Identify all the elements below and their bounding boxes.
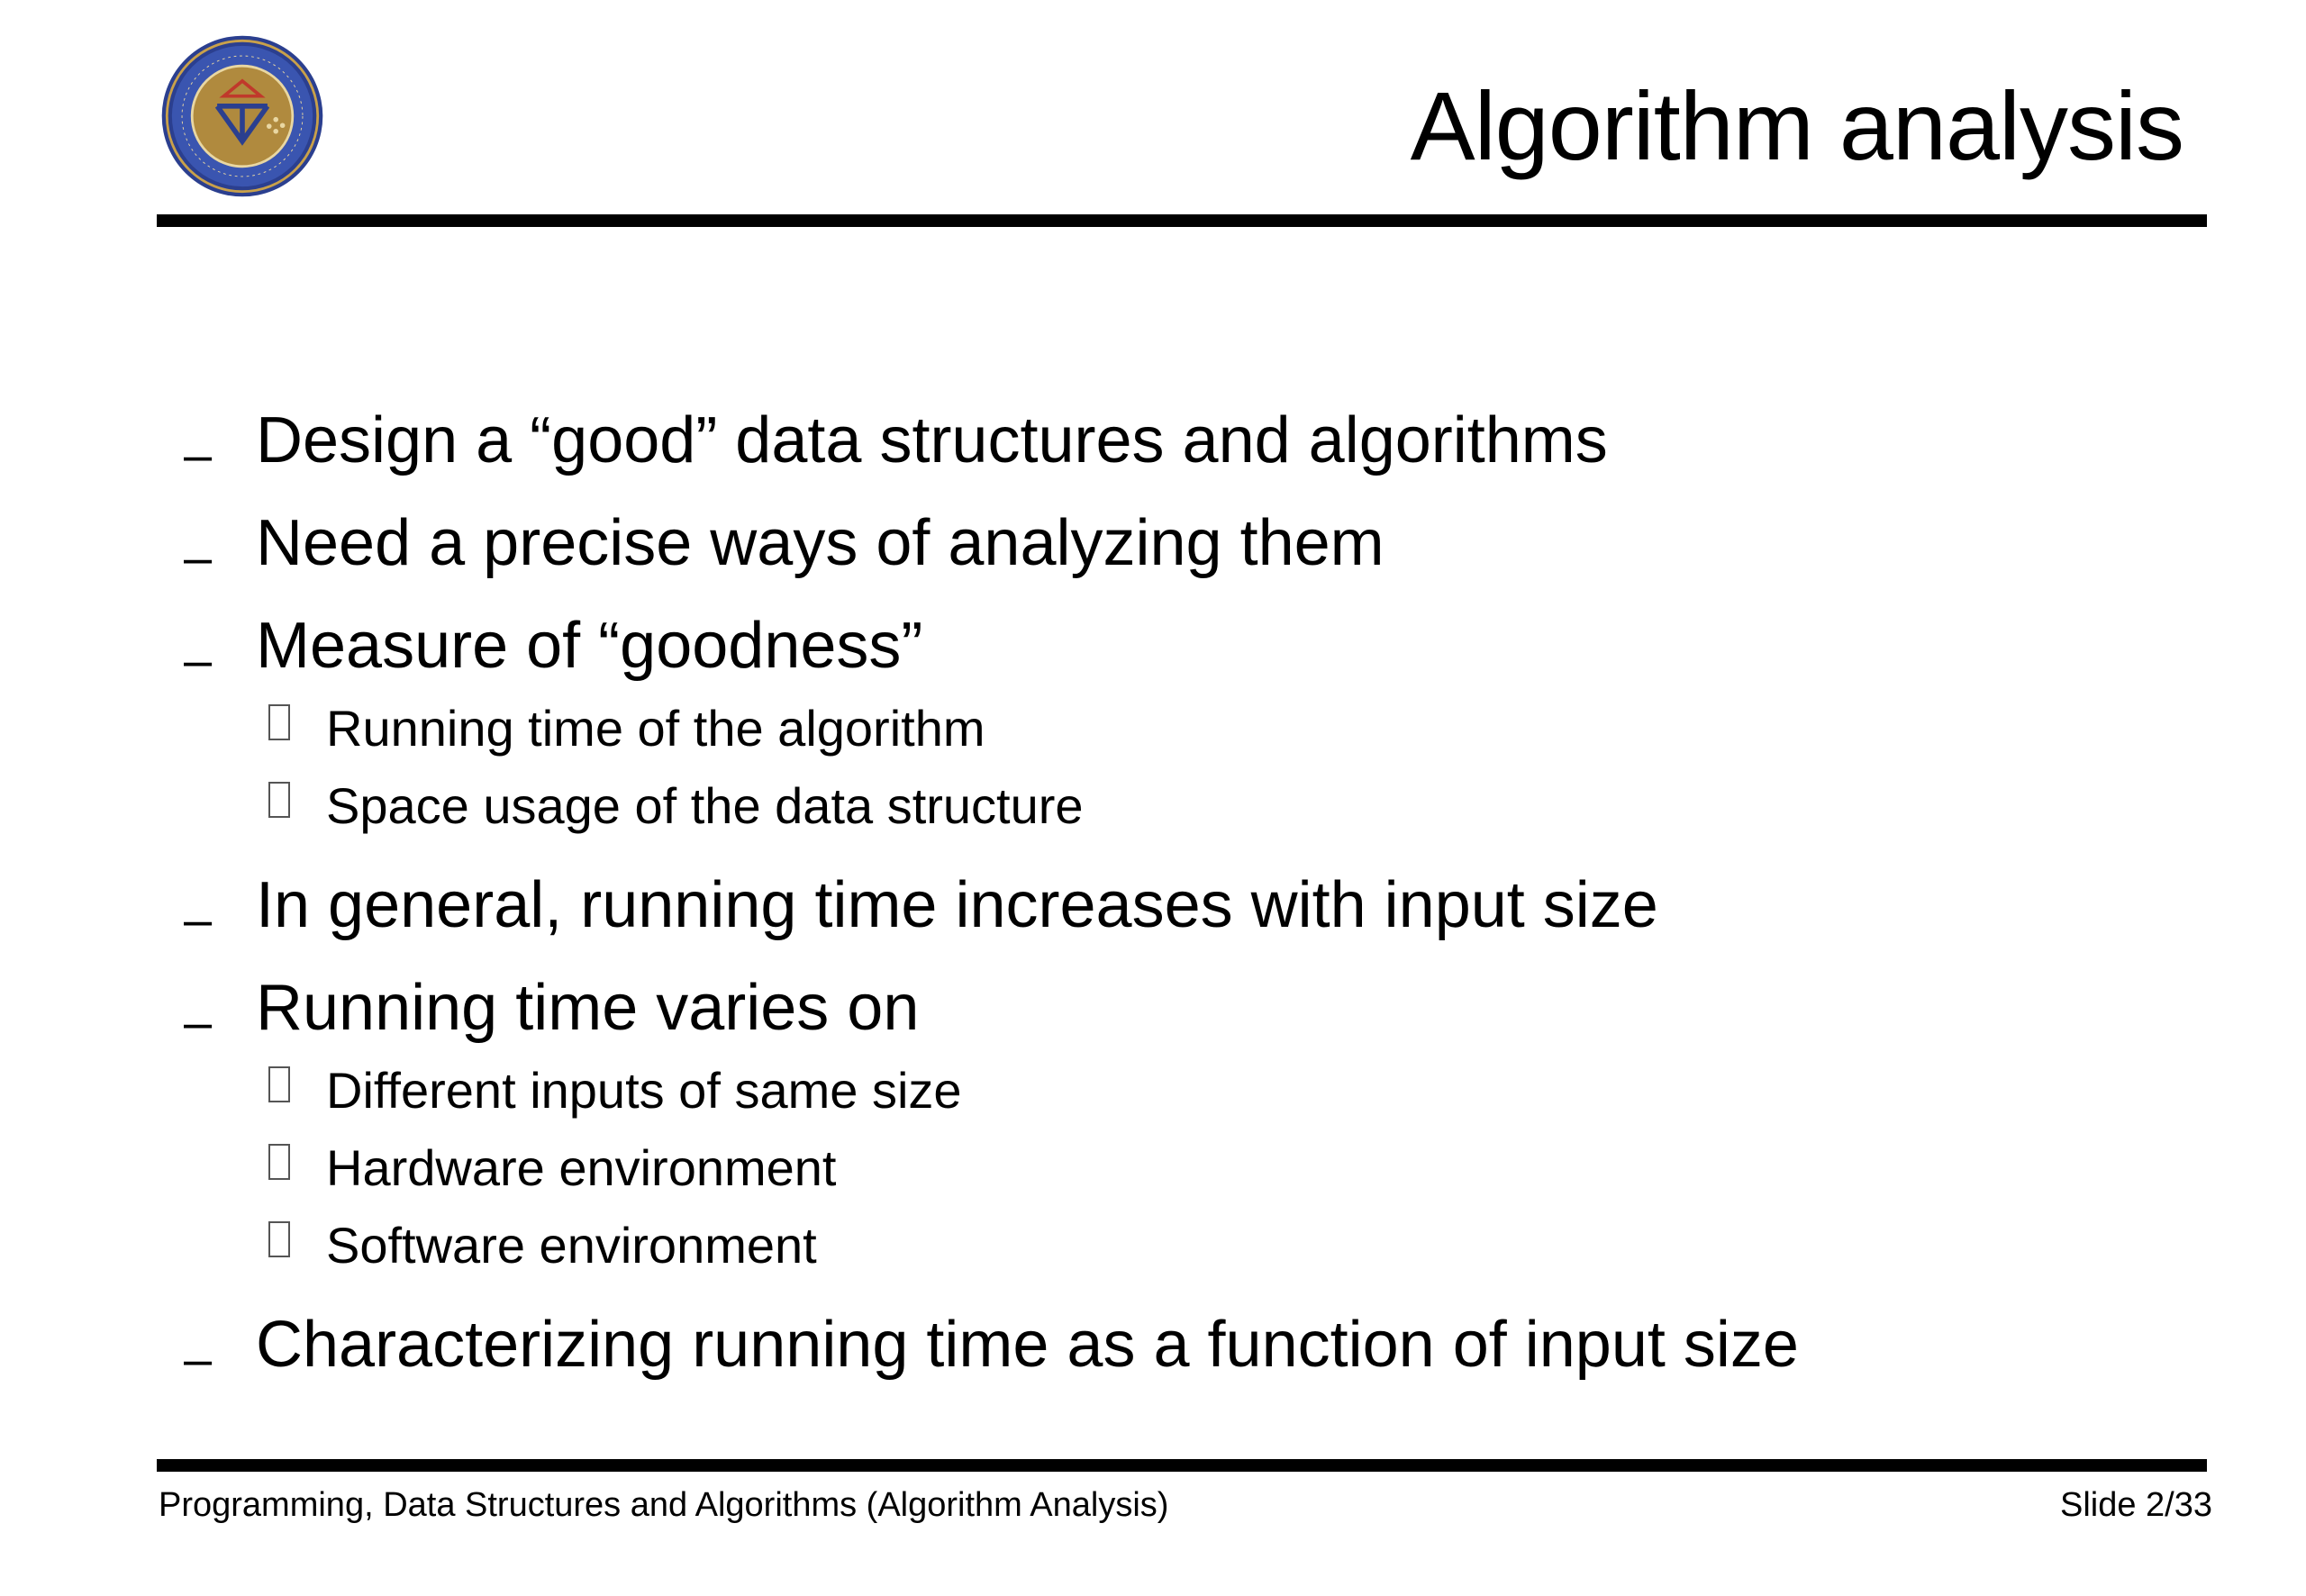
- list-item-text: Running time varies on: [256, 972, 920, 1044]
- dash-bullet-icon: –: [184, 1330, 213, 1387]
- list-item-text: Space usage of the data structure: [326, 777, 1084, 834]
- list-item-text: Software environment: [326, 1217, 817, 1274]
- list-item-text: Running time of the algorithm: [326, 700, 985, 757]
- list-item-text: Design a “good” data structures and algorithms: [256, 404, 1608, 476]
- list-item-text: In general, running time increases with input size: [256, 869, 1658, 941]
- list-item-text: Characterizing running time as a function of input size: [256, 1309, 1799, 1381]
- dash-bullet-icon: –: [184, 631, 213, 688]
- slide-number: Slide 2/33: [2059, 1486, 2212, 1524]
- empty-box-icon: [268, 782, 290, 818]
- empty-box-icon: [268, 1144, 290, 1180]
- empty-box-icon: [268, 1221, 290, 1257]
- dash-bullet-icon: –: [184, 529, 213, 585]
- slide-title: Algorithm analysis: [1410, 71, 2183, 180]
- empty-box-icon: [268, 1066, 290, 1102]
- list-item-text: Different inputs of same size: [326, 1062, 962, 1119]
- list-item-text: Hardware environment: [326, 1139, 837, 1196]
- footer-course-title: Programming, Data Structures and Algorithms (Algorithm Analysis): [159, 1486, 1169, 1524]
- list-item-text: Measure of “goodness”: [256, 610, 923, 682]
- empty-box-icon: [268, 704, 290, 740]
- list-item-text: Need a precise ways of analyzing them: [256, 507, 1385, 579]
- dash-bullet-icon: –: [184, 993, 213, 1050]
- dash-bullet-icon: –: [184, 426, 213, 483]
- footer-divider: [157, 1459, 2207, 1472]
- dash-bullet-icon: –: [184, 891, 213, 948]
